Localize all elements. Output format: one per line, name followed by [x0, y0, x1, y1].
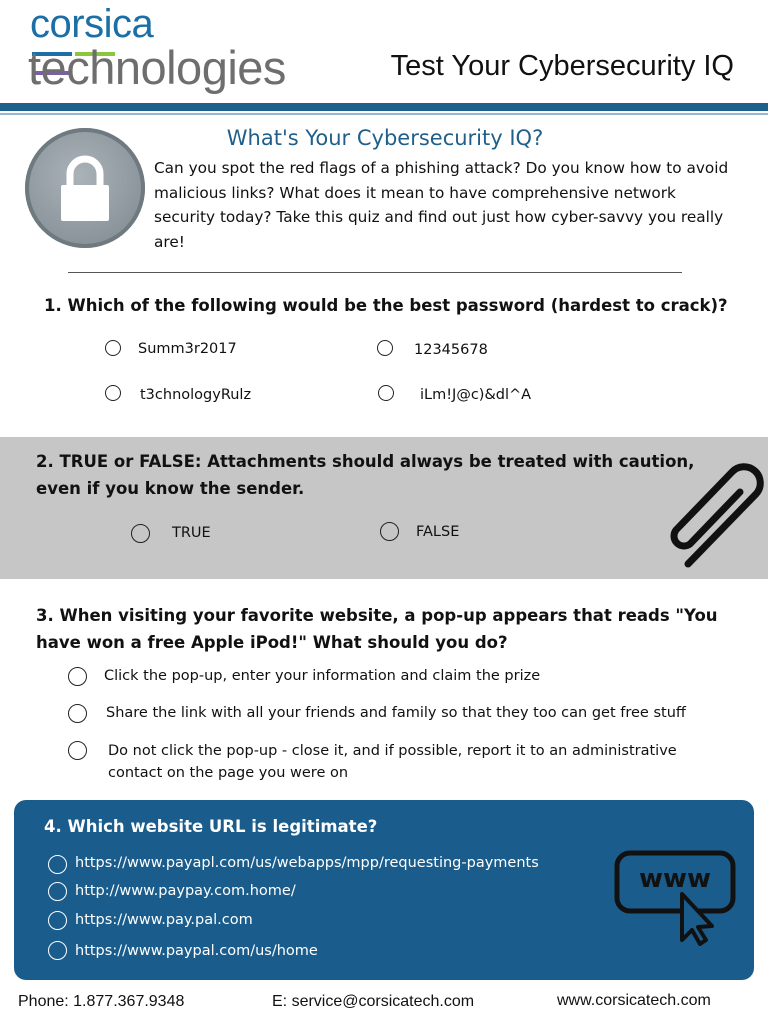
www-cursor-icon	[614, 850, 736, 946]
q2-radio-true[interactable]	[131, 524, 150, 543]
q4-radio-4[interactable]	[48, 941, 67, 960]
q2-radio-false[interactable]	[380, 522, 399, 541]
q4-radio-3[interactable]	[48, 911, 67, 930]
question-1: 1. Which of the following would be the best password (hardest to crack)?	[44, 296, 728, 315]
q3-radio-2[interactable]	[68, 704, 87, 723]
q4-radio-2[interactable]	[48, 882, 67, 901]
section-divider	[68, 272, 682, 273]
document-title: Test Your Cybersecurity IQ	[390, 50, 734, 82]
lock-badge	[25, 128, 145, 248]
footer-website[interactable]: www.corsicatech.com	[557, 992, 711, 1009]
paperclip-icon	[660, 452, 768, 574]
q4-radio-1[interactable]	[48, 855, 67, 874]
q4-option-4: https://www.paypal.com/us/home	[75, 943, 318, 959]
logo-wordmark-top: corsica	[30, 2, 154, 46]
q3-option-3-line-2: contact on the page you were on	[108, 765, 349, 781]
q2-option-true: TRUE	[172, 525, 211, 541]
q1-option-4: iLm!J@c)&dl^A	[420, 387, 532, 403]
q4-option-1: https://www.payapl.com/us/webapps/mpp/requesting-payments	[75, 855, 539, 871]
q3-radio-3[interactable]	[68, 741, 87, 760]
q1-option-2: 12345678	[414, 342, 488, 358]
logo-wordmark-bottom: technologies	[28, 41, 286, 94]
footer-email[interactable]: E: service@corsicatech.com	[272, 993, 475, 1010]
q1-radio-2[interactable]	[377, 340, 393, 356]
q3-option-1: Click the pop-up, enter your information and claim the prize	[104, 668, 541, 684]
header-rule	[0, 103, 768, 111]
intro-title: What's Your Cybersecurity IQ?	[226, 126, 544, 150]
intro-text: Can you spot the red flags of a phishing attack? Do you know how to avoid malicious links? What does it mean to have comprehensive network security today? Take this quiz and find out just how cyber-savvy you really are!	[154, 159, 729, 251]
www-label: www	[638, 864, 712, 894]
q2-option-false: FALSE	[416, 524, 460, 540]
footer-phone: Phone: 1.877.367.9348	[18, 993, 185, 1010]
lock-icon	[25, 128, 145, 248]
q1-radio-3[interactable]	[105, 385, 121, 401]
q4-option-3: https://www.pay.pal.com	[75, 912, 253, 928]
question-4: 4. Which website URL is legitimate?	[44, 817, 378, 836]
q1-option-3: t3chnologyRulz	[140, 387, 252, 403]
header-rule-thin	[0, 113, 768, 115]
q3-radio-1[interactable]	[68, 667, 87, 686]
question-3-line-2: have won a free Apple iPod!" What should you do?	[36, 633, 508, 652]
question-2-line-2: even if you know the sender.	[36, 479, 305, 498]
q1-option-1: Summ3r2017	[138, 341, 237, 357]
question-2-line-1: 2. TRUE or FALSE: Attachments should always be treated with caution,	[36, 452, 695, 471]
q1-radio-1[interactable]	[105, 340, 121, 356]
q1-radio-4[interactable]	[378, 385, 394, 401]
question-3-line-1: 3. When visiting your favorite website, a pop-up appears that reads "You	[36, 606, 718, 625]
q4-option-2: http://www.paypay.com.home/	[75, 883, 296, 899]
q3-option-3-line-1: Do not click the pop-up - close it, and if possible, report it to an administrative	[108, 743, 677, 759]
q3-option-2: Share the link with all your friends and family so that they too can get free stuff	[106, 705, 686, 721]
